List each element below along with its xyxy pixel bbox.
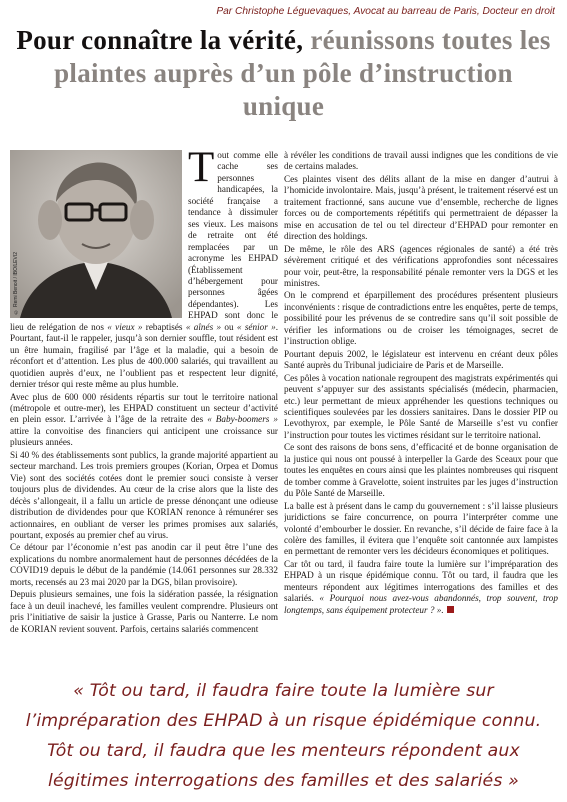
paragraph: De même, le rôle des ARS (agences régionales de santé) a été très sévèrement critiqué et des vérifications approfondies sont nécessaires pour voir, peut-être, la responsabilité pénale remonter vers la DGS et les ministres. (284, 243, 558, 288)
paragraph: Depuis plusieurs semaines, une fois la sidération passée, la résignation face à un deuil inachevé, les familles veulent comprendre. Plusieurs ont pris l’initiative de saisir la justice à Grasse, Paris ou Nanterre. Le nom de KORIAN revient souvent. Parfois, certains salariés commencent (10, 589, 278, 634)
headline-strong: Pour connaître la vérité, (16, 25, 304, 55)
paragraph: Si 40 % des établissements sont publics, la grande majorité appartient au secteur marchand. Les trois premiers groupes (Korian, Orpea et Domus Vie) sont des sociétés cotées dont le premier souci consiste à verser toujours plus de dividendes. Au cœur de la crise alors que la liste des décès s’allongeait, il a fallu un article de presse dénonçant une odieuse distribution de dividendes pour que KORIAN renonce à rémunérer ses actionnaires, en oubliant de verser les primes promises aux salariés, pourtant, exposés au premier chef au virus. (10, 449, 278, 540)
byline: Par Christophe Léguevaques, Avocat au barreau de Paris, Docteur en droit (216, 6, 555, 17)
paragraph: Tout comme elle cache ses personnes handicapées, la société française a tendance à dissimuler ses vieux. Les maisons de retraite ont été remplacées par un acronyme les EHPAD (Établissement d’hébergement pour personnes âgées dépendantes). Les EHPAD sont donc le lieu de relégation de nos « vieux » rebaptisés « aînés » ou « sénior ». Pourtant, faut-il le rappeler, jusqu’à son dernier souffle, tout résident est un être humain, fragilisé par l’âge et la maladie, qui a besoin de réconfort et d’attention. Les plus de 400.000 salariés, qui travaillent au quotidien auprès d’eux, ne l’oublient pas et respectent leur dignité, dernier trésor qui reste même au plus humble. (10, 150, 278, 390)
paragraph: à révéler les conditions de travail aussi indignes que les conditions de vie de certains malades. (284, 150, 558, 172)
paragraph: On le comprend et éparpillement des procédures présentent plusieurs inconvénients : risque de contradictions entre les enquêtes, perte de temps, possibilité pour les prévenus de se contredire sans qu’il soit possible de vérifier les informations ou de croiser les témoignages, secret de l’instruction oblige. (284, 290, 558, 347)
paragraph: Ce sont des raisons de bons sens, d’efficacité et de bonne organisation de la justice qui nous ont poussé à interpeller la Garde des Sceaux pour que toutes les enquêtes en cours ainsi que les plaintes nombreuses qui risquent de tomber comme à Gravelotte, soient instruites par les juges d’instruction du Pôle Santé de Marseille. (284, 442, 558, 499)
right-column (284, 150, 558, 670)
drop-cap: T (188, 150, 215, 191)
pull-quote: « Tôt ou tard, il faudra faire toute la lumière sur l’impréparation des EHPAD à un risque épidémique connu. Tôt ou tard, il faudra que les menteurs répondent aux légitimes interrogations des familles et des salariés » (25, 681, 542, 791)
end-mark-icon (447, 606, 454, 613)
headline (10, 24, 557, 142)
photo-credit: © Remi Benoit / IBO/LEVI2 (13, 251, 19, 314)
paragraph: La balle est à présent dans le camp du gouvernement : s’il laisse plusieurs juridictions se faire concurrence, on pourra l’interpréter comme une volonté d’embourber le dossier. En revanche, s’il décide de faire face à la colère des familles, il évitera que l’enquête soit cantonnée aux lampistes en permettant de remonter vers les décideurs économiques et politiques. (284, 500, 558, 557)
paragraph: Car tôt ou tard, il faudra faire toute la lumière sur l’impréparation des EHPAD à un risque épidémique connu. Tôt ou tard, il faudra que les menteurs répondent aux légitimes interrogations des familles et des salariés. « Pourquoi nous avez-vous abandonnés, trop souvent, trop longtemps, sans équipement protecteur ? ». (284, 558, 558, 615)
paragraph: Avec plus de 600 000 résidents répartis sur tout le territoire national (métropole et outre-mer), les EHPAD constituent un secteur d’activité en plein essor. L’arrivée à l’âge de la retraite des « Baby-boomers » attire la convoitise des financiers qui anticipent une croissance sur plusieurs années. (10, 391, 278, 448)
paragraph: Ce détour par l’économie n’est pas anodin car il peut être l’une des explications du nombre anormalement haut de personnes décédées de la COVID19 depuis le début de la pandémie (14.061 personnes sur 28.332 morts, recensés au 23 mai 2020 par la DGS, bilan provisoire). (10, 542, 278, 587)
paragraph: Ces plaintes visent des délits allant de la mise en danger d’autrui à l’homicide involontaire. Mais, jusqu’à présent, le traitement réservé est un traitement fractionné, sans aucune vue d’ensemble, recherche de lignes forces ou de comportements répétitifs qui permettraient de dépasser la mise en accusation de tel ou tel directeur d’EHPAD pour remonter en direction des holdings. (284, 173, 558, 242)
headline-light: réunissons toutes les plaintes auprès d’un pôle d’instruction unique (54, 25, 551, 121)
author-portrait (10, 150, 182, 318)
left-column (10, 150, 278, 670)
paragraph: Ces pôles à vocation nationale regroupent des magistrats expérimentés qui peuvent s’appuyer sur des assistants spécialisés (médecin, pharmacien, etc.) leur permettant de mieux appréhender les questions techniques ou scientifiques soulevées par les dossiers sanitaires. Dans le dossier PIP ou Levothyrox, par exemple, le Pôle Santé de Marseille s’est vu confier l’instruction pour toutes les victimes résidant sur le territoire national. (284, 372, 558, 440)
paragraph: Pourtant depuis 2002, le législateur est intervenu en créant deux pôles Santé auprès du Tribunal judiciaire de Paris et de Marseille. (284, 348, 558, 371)
portrait-image (10, 150, 182, 318)
